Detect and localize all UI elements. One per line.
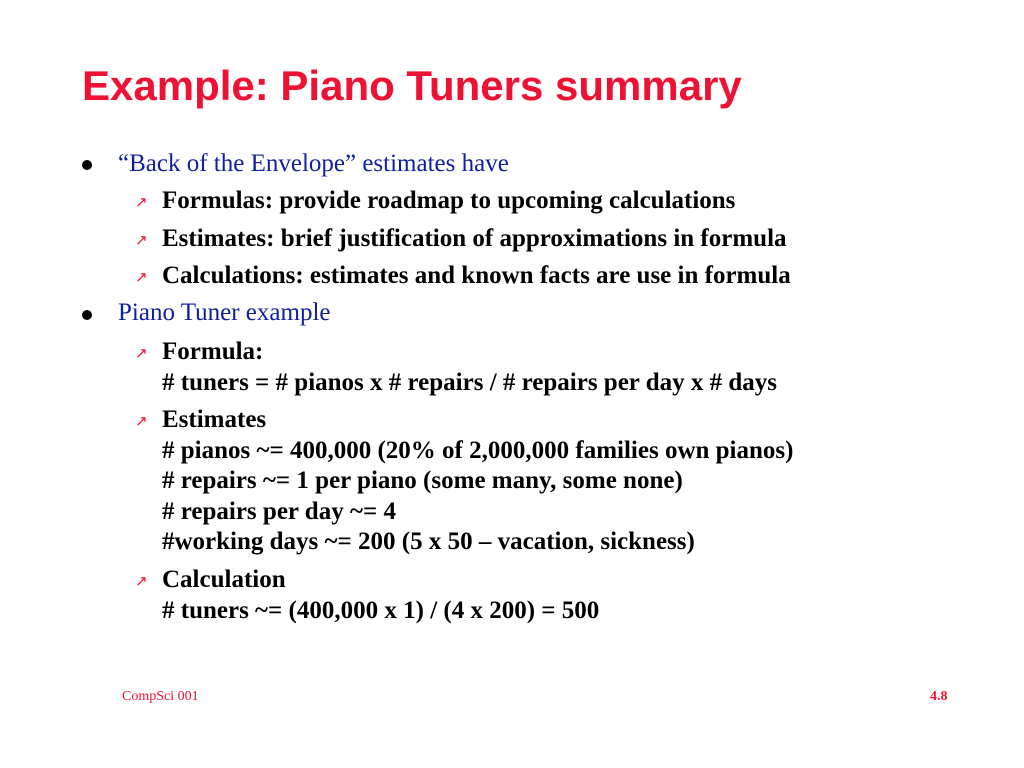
- slide-title: Example: Piano Tuners summary: [82, 62, 742, 109]
- sub-bullet-formula: [162, 337, 777, 398]
- sub-bullet-line: Calculation: [162, 566, 286, 593]
- sub-bullet-estimates-def: [162, 224, 787, 255]
- footer-course: CompSci 001: [122, 689, 199, 704]
- northeast-arrow-icon: ↗: [135, 231, 148, 249]
- northeast-arrow-icon: ↗: [135, 193, 148, 211]
- northeast-arrow-icon: ↗: [135, 344, 148, 362]
- sub-bullet-line: Calculations: estimates and known facts are use in formula: [162, 262, 791, 289]
- bullet-1-text: “Back of the Envelope” estimates have: [118, 150, 509, 177]
- footer-slide-number: 4.8: [930, 689, 948, 704]
- sub-bullet-line: # repairs per day ~= 4: [162, 497, 396, 525]
- bullet-2-text: Piano Tuner example: [118, 299, 331, 326]
- bullet-dot-icon: [82, 310, 92, 320]
- sub-bullet-line: # tuners ~= (400,000 x 1) / (4 x 200) = 500: [162, 596, 600, 624]
- sub-bullet-line: # tuners = # pianos x # repairs / # repairs per day x # days: [162, 368, 777, 396]
- sub-bullet-line: #working days ~= 200 (5 x 50 – vacation, sickness): [162, 528, 695, 555]
- bullet-dot-icon: [82, 160, 92, 170]
- sub-bullet-estimates: [162, 405, 793, 558]
- northeast-arrow-icon: ↗: [135, 572, 148, 590]
- sub-bullet-line: Estimates: [162, 406, 267, 433]
- sub-bullet-line: Formula:: [162, 338, 264, 365]
- sub-bullet-line: # pianos ~= 400,000 (20% of 2,000,000 families own pianos): [162, 436, 794, 464]
- sub-bullet-formulas: [162, 186, 735, 217]
- sub-bullet-calculations-def: [162, 261, 791, 292]
- northeast-arrow-icon: ↗: [135, 268, 148, 286]
- sub-bullet-line: Estimates: brief justification of approximations in formula: [162, 225, 787, 252]
- northeast-arrow-icon: ↗: [135, 412, 148, 430]
- sub-bullet-line: Formulas: provide roadmap to upcoming calculations: [162, 187, 736, 214]
- sub-bullet-calculation: [162, 565, 599, 626]
- sub-bullet-line: # repairs ~= 1 per piano (some many, some none): [162, 467, 683, 494]
